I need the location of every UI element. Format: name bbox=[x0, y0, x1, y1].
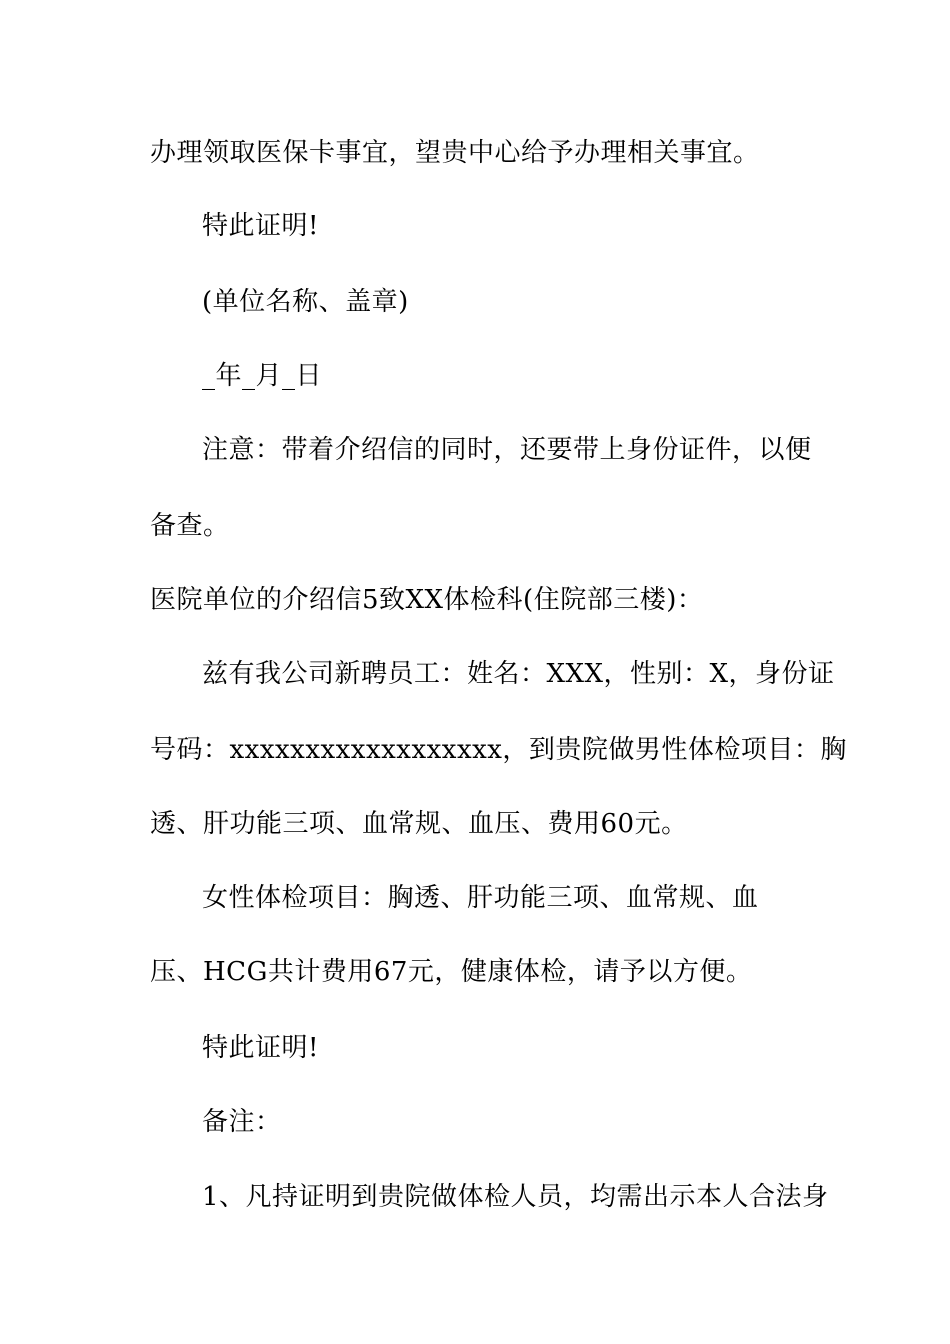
paragraph-line: 办理领取医保卡事宜，望贵中心给予办理相关事宜。 bbox=[150, 138, 760, 168]
unit-name-seal-line: (单位名称、盖章) bbox=[202, 287, 409, 317]
letter-heading: 医院单位的介绍信5致XX体检科(住院部三楼)： bbox=[150, 585, 704, 615]
date-line: _年_月_日 bbox=[202, 361, 323, 391]
remarks-item: 1、凡持证明到贵院做体检人员，均需出示本人合法身 bbox=[202, 1182, 829, 1212]
note-continuation-line: 备查。 bbox=[150, 511, 230, 541]
remarks-heading: 备注： bbox=[202, 1107, 282, 1137]
note-line: 注意：带着介绍信的同时，还要带上身份证件，以便 bbox=[202, 435, 812, 465]
paragraph-line: 女性体检项目：胸透、肝功能三项、血常规、血 bbox=[202, 883, 759, 913]
paragraph-line: 压、HCG共计费用67元，健康体检，请予以方便。 bbox=[150, 957, 753, 987]
paragraph-line: 号码：xxxxxxxxxxxxxxxxxx，到贵院做男性体检项目：胸 bbox=[150, 735, 847, 765]
paragraph-line: 透、肝功能三项、血常规、血压、费用60元。 bbox=[150, 809, 688, 839]
certification-line: 特此证明! bbox=[202, 1033, 319, 1063]
certification-line: 特此证明! bbox=[202, 211, 319, 241]
paragraph-line: 兹有我公司新聘员工：姓名：XXX，性别：X，身份证 bbox=[202, 659, 835, 689]
